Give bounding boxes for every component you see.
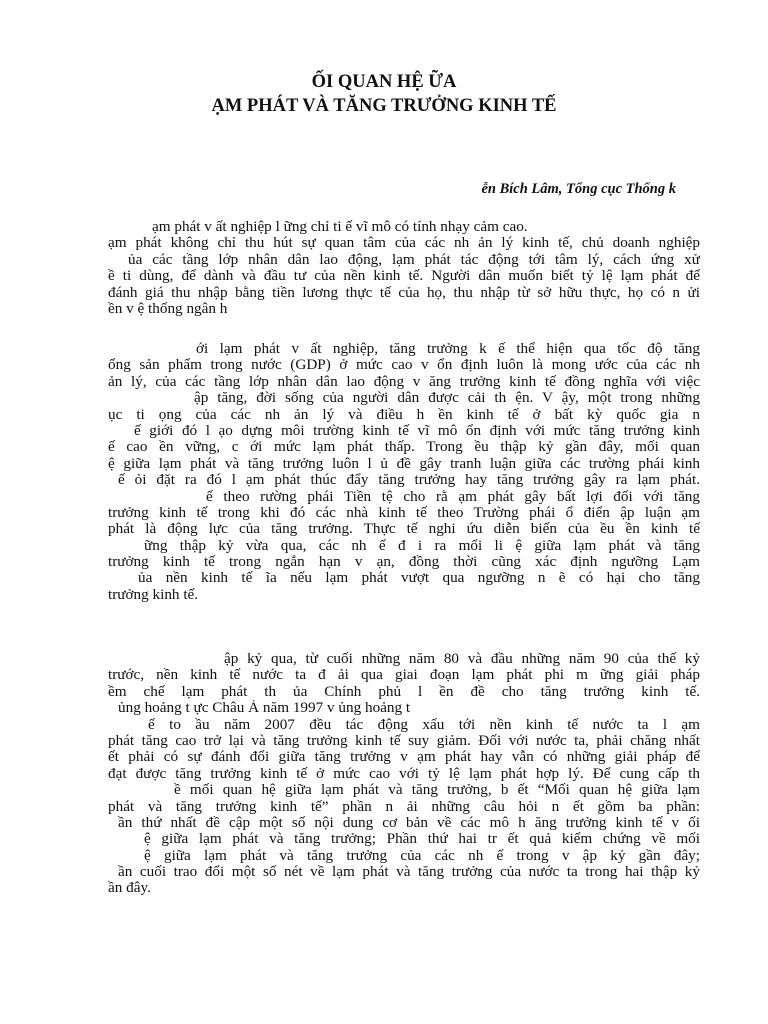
paragraph-line: phát tăng cao trở lại và tăng trưởng kinh tế suy giảm. Đối với nước ta, phải chăng nhất	[108, 732, 700, 749]
paragraph-line: trưởng kinh tế trong khi đó các nhà kinh tế theo Trường phái ổ điển ập luận ạm	[108, 504, 700, 521]
paragraph-line: phát và tăng trưởng kinh tế” phần n ải những câu hỏi n ết gồm ba phần:	[108, 798, 700, 815]
paragraph-line: trưởng kinh tế trong ngắn hạn v ạn, đồng thời cũng xác định ngưỡng Lạm	[108, 554, 700, 571]
paragraph-3	[108, 651, 700, 897]
paragraph-line: phát là động lực của tăng trưởng. Thực tế nghi ứu diễn biến của ều ền kinh tế	[108, 521, 700, 538]
paragraph-line: ềm chế lạm phát th ủa Chính phủ l ền đề cho tăng trưởng kinh tế.	[108, 683, 700, 700]
paragraph-line: ập tăng, đời sống của người dân được cải th ện. V ậy, một trong những	[194, 390, 700, 407]
paragraph-line: ới lạm phát v ất nghiệp, tăng trưởng k ế thể hiện qua tốc độ tăng	[196, 341, 700, 357]
paragraph-line: ủa các tầng lớp nhân dân lao động, lạm phát tác động tới tâm lý, cách ứng xử	[128, 251, 700, 268]
paragraph-line: ần đây.	[108, 880, 151, 897]
paragraph-line: ần cuối trao đổi một số nét về lạm phát và tăng trưởng của nước ta trong hai thập kỷ	[118, 864, 700, 881]
paragraph-line: ề mối quan hệ giữa lạm phát và tăng trưởng, b ết “Mối quan hệ giữa lạm	[174, 782, 700, 799]
paragraph-line: trưởng kinh tế.	[108, 586, 199, 603]
title-line-2: ẠM PHÁT VÀ TĂNG TRƯỞNG KINH TẾ	[211, 96, 557, 116]
paragraph-line: ổng sản phẩm trong nước (GDP) ở mức cao v ổn định luôn là mong ước của các nh	[108, 357, 700, 374]
paragraph-line: ế giới đó l ạo dựng môi trường kinh tế vĩ mô ổn định với mức tăng trưởng kinh	[134, 422, 700, 439]
paragraph-line: ạm phát v ất nghiệp l ững chỉ ti ế vĩ mô có tính nhạy cảm cao.	[152, 219, 528, 235]
title-line-1: ỐI QUAN HỆ ỮA	[311, 72, 457, 92]
paragraph-line: ững thập kỷ vừa qua, các nh ế đ i ra mối li ệ giữa lạm phát và tăng	[144, 537, 700, 554]
paragraph-line: ế ỏi đặt ra đó l ạm phát thúc đẩy tăng trưởng hay tăng trưởng gây ra lạm phát.	[118, 472, 700, 489]
paragraph-1	[108, 219, 700, 317]
paragraph-line: ập kỷ qua, từ cuối những năm 80 và đầu những năm 90 của thế kỷ	[224, 651, 700, 667]
paragraph-line: ệ giữa lạm phát và tăng trưởng của các nh ế trong v ập kỷ gần đây;	[144, 847, 700, 864]
paragraph-line: ế theo rường phái Tiền tệ cho rằ ạm phát gây bất lợi đối với tăng	[206, 488, 700, 505]
paragraph-line: đạt được tăng trưởng kinh tế ở mức cao với tỷ lệ lạm phát hợp lý. Để cung cấp th	[108, 765, 700, 782]
paragraph-line: ần thứ nhất đề cập một số nội dung cơ bản về các mô h ăng trưởng kinh tế v ối	[118, 814, 700, 831]
paragraph-line: ạm phát không chỉ thu hút sự quan tâm của các nh ản lý kinh tế, chủ doanh nghiệp	[108, 235, 700, 252]
paragraph-line: ệ giữa lạm phát và tăng trưởng luôn l ủ đề gây tranh luận giữa các trường phái kinh	[108, 455, 700, 472]
paragraph-line: đánh giá thu nhập bằng tiền lương thực tế của họ, thu nhập từ sở hữu thực, họ có n ửi	[108, 284, 700, 301]
paragraph-line: ền v ệ thống ngân h	[108, 300, 228, 317]
paragraph-line: ế to ầu năm 2007 đều tác động xấu tới nền kinh tế nước ta l ạm	[148, 716, 700, 733]
paragraph-line: ủng hoảng t ực Châu Á năm 1997 v ủng hoảng t	[118, 700, 411, 717]
paragraph-line: trước, nền kinh tế nước ta đ ải qua giai đoạn lạm phát phi m ững giải pháp	[108, 667, 700, 684]
author-line: ễn Bích Lâm, Tổng cục Thống k	[481, 181, 676, 197]
paragraph-line: ệ giữa lạm phát và tăng trưởng; Phần thứ hai tr ết quả kiểm chứng về mối	[144, 831, 700, 848]
paragraph-line: ết phải có sự đánh đổi giữa tăng trưởng v ạm phát hay vẫn có những giải pháp để	[108, 749, 700, 766]
paragraph-2	[108, 341, 700, 603]
paragraph-line: ế cao ền vững, c ới mức lạm phát thấp. Trong ều thập kỷ gần đây, mối quan	[108, 439, 700, 456]
paragraph-line: ủa nền kinh tế ĩa nếu lạm phát vượt qua ngưỡng n ẽ có hại cho tăng	[138, 570, 700, 587]
paragraph-line: ản lý, của các tầng lớp nhân dân lao động v ăng trưởng kinh tế đồng nghĩa với việc	[108, 373, 700, 390]
paragraph-line: ục ti ọng của các nh ản lý và điều h ền kinh tế ở bất kỳ quốc gia n	[108, 406, 700, 423]
paragraph-line: ề ti dùng, để dành và đầu tư của nền kinh tế. Người dân muốn biết tỷ lệ lạm phát để	[108, 268, 700, 285]
